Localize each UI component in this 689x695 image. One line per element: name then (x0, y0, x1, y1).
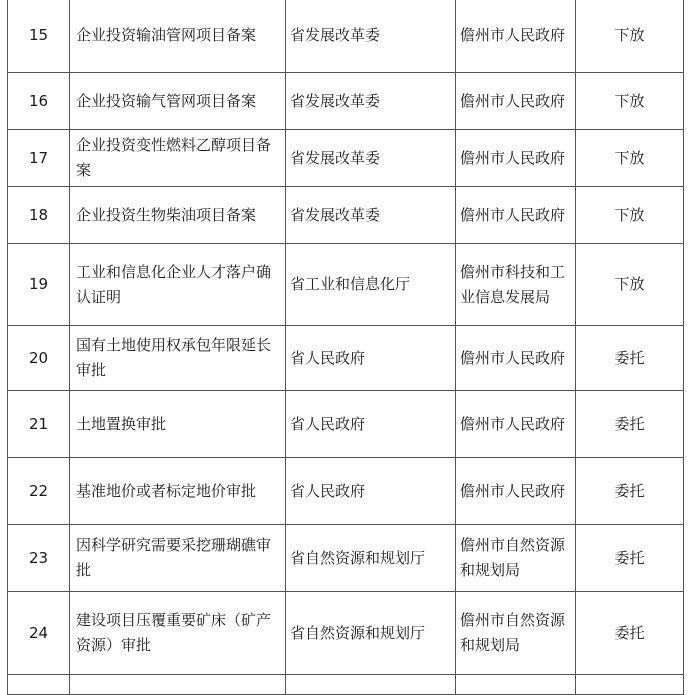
row-number (8, 675, 70, 695)
item-name: 工业和信息化企业人才落户确认证明 (70, 244, 286, 326)
row-number: 19 (8, 244, 70, 326)
original-authority: 省发展改革委 (286, 0, 456, 73)
table-row (8, 326, 684, 391)
table-row (8, 244, 684, 326)
original-authority: 省人民政府 (286, 458, 456, 525)
authority-transfer-table (7, 0, 684, 695)
table-row (8, 458, 684, 525)
original-authority: 省人民政府 (286, 391, 456, 458)
receiving-authority: 儋州市人民政府 (456, 130, 576, 187)
item-name: 国有土地使用权承包年限延长审批 (70, 326, 286, 391)
original-authority: 省发展改革委 (286, 130, 456, 187)
row-number: 16 (8, 73, 70, 130)
item-name: 土地置换审批 (70, 391, 286, 458)
receiving-authority: 儋州市人民政府 (456, 458, 576, 525)
item-name: 企业投资变性燃料乙醇项目备案 (70, 130, 286, 187)
original-authority: 省自然资源和规划厅 (286, 592, 456, 675)
item-name: 企业投资输气管网项目备案 (70, 73, 286, 130)
table-row (8, 675, 684, 695)
original-authority: 省发展改革委 (286, 73, 456, 130)
transfer-mode: 下放 (576, 244, 684, 326)
transfer-mode: 下放 (576, 0, 684, 73)
table-row (8, 187, 684, 244)
original-authority (286, 675, 456, 695)
item-name: 因科学研究需要采挖珊瑚礁审批 (70, 525, 286, 592)
table-row (8, 73, 684, 130)
item-name: 企业投资生物柴油项目备案 (70, 187, 286, 244)
receiving-authority: 儋州市自然资源和规划局 (456, 592, 576, 675)
transfer-mode: 委托 (576, 326, 684, 391)
original-authority: 省自然资源和规划厅 (286, 525, 456, 592)
row-number: 20 (8, 326, 70, 391)
receiving-authority: 儋州市科技和工业信息发展局 (456, 244, 576, 326)
transfer-mode (576, 675, 684, 695)
row-number: 18 (8, 187, 70, 244)
table-row (8, 0, 684, 73)
row-number: 21 (8, 391, 70, 458)
table-row (8, 592, 684, 675)
original-authority: 省发展改革委 (286, 187, 456, 244)
table-row (8, 391, 684, 458)
original-authority: 省人民政府 (286, 326, 456, 391)
receiving-authority: 儋州市人民政府 (456, 73, 576, 130)
row-number: 15 (8, 0, 70, 73)
receiving-authority: 儋州市人民政府 (456, 0, 576, 73)
item-name: 基准地价或者标定地价审批 (70, 458, 286, 525)
item-name: 建设项目压覆重要矿床（矿产资源）审批 (70, 592, 286, 675)
transfer-mode: 委托 (576, 458, 684, 525)
row-number: 17 (8, 130, 70, 187)
original-authority: 省工业和信息化厅 (286, 244, 456, 326)
receiving-authority: 儋州市人民政府 (456, 391, 576, 458)
row-number: 22 (8, 458, 70, 525)
row-number: 24 (8, 592, 70, 675)
transfer-mode: 下放 (576, 130, 684, 187)
table-row (8, 525, 684, 592)
table-row (8, 130, 684, 187)
row-number: 23 (8, 525, 70, 592)
item-name (70, 675, 286, 695)
transfer-mode: 委托 (576, 391, 684, 458)
receiving-authority: 儋州市人民政府 (456, 326, 576, 391)
transfer-mode: 委托 (576, 525, 684, 592)
item-name: 企业投资输油管网项目备案 (70, 0, 286, 73)
receiving-authority: 儋州市自然资源和规划局 (456, 525, 576, 592)
transfer-mode: 委托 (576, 592, 684, 675)
transfer-mode: 下放 (576, 73, 684, 130)
receiving-authority: 儋州市人民政府 (456, 187, 576, 244)
transfer-mode: 下放 (576, 187, 684, 244)
receiving-authority (456, 675, 576, 695)
